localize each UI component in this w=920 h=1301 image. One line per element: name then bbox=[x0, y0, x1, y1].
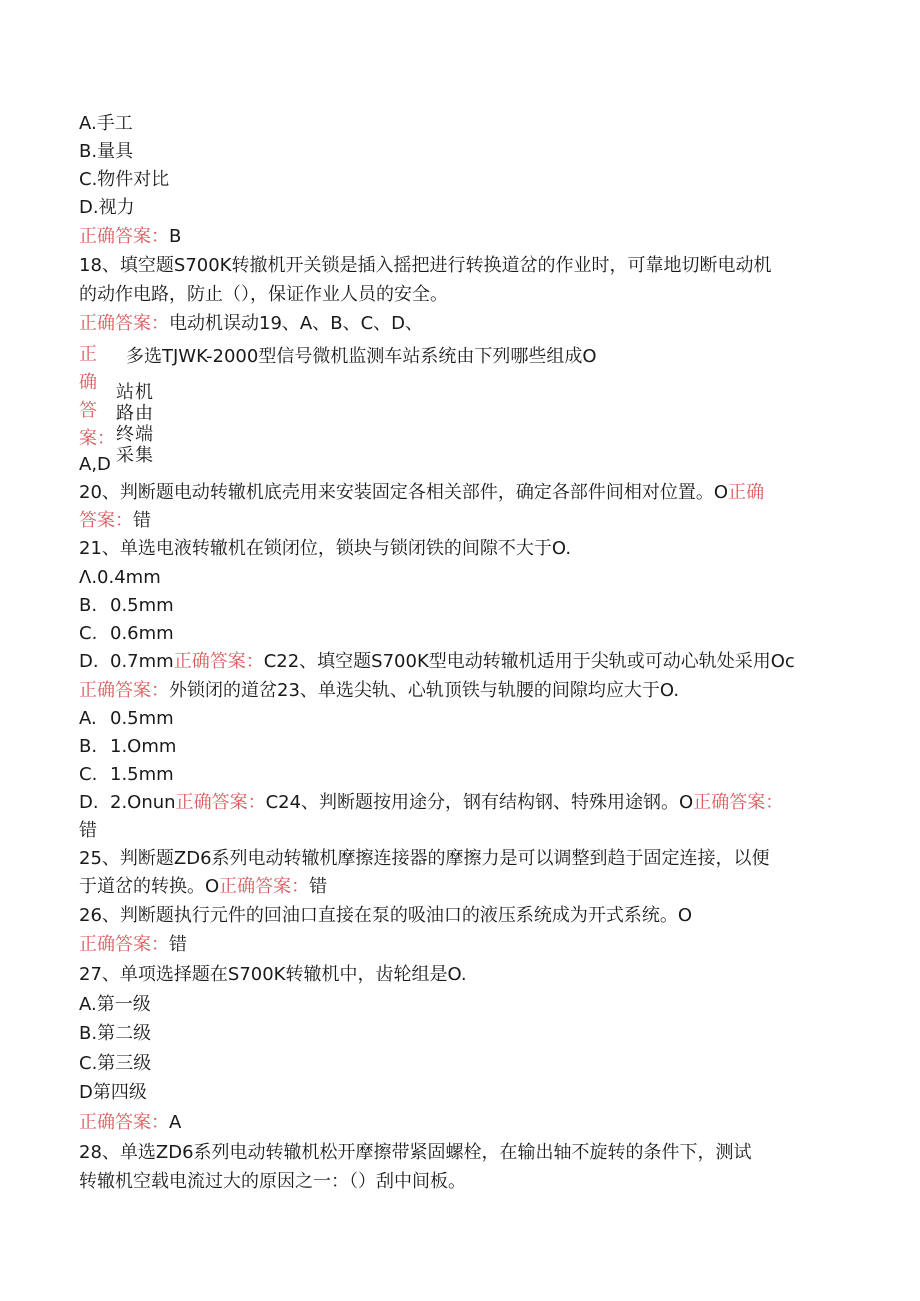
answer-label: 正确答案： bbox=[79, 226, 169, 247]
option-key: D. bbox=[79, 651, 99, 672]
question-text: 转辙机空载电流过大的原因之一：（）刮中间板。 bbox=[79, 1171, 466, 1192]
option-item: 站机 bbox=[116, 382, 154, 403]
answer-value: B bbox=[169, 226, 182, 247]
option-value: 2.Onun bbox=[110, 792, 176, 813]
answer-label: 正确答案： bbox=[173, 651, 264, 672]
answer-label: 正确答案： bbox=[219, 876, 310, 897]
answer-line bbox=[79, 509, 151, 533]
option-b: B.量具 bbox=[79, 141, 134, 162]
answer-value: 外锁闭的道岔23、单选尖轨、心轨顶铁与轨腰的间隙均应大于O. bbox=[169, 680, 680, 701]
option-a: Λ.0.4mm bbox=[79, 567, 161, 588]
option-d: D第四级 bbox=[79, 1082, 147, 1103]
answer-label: 正确答案： bbox=[79, 1112, 169, 1133]
question-text: 27、单项选择题在S700K转辙机中，齿轮组是O. bbox=[79, 964, 467, 985]
option-item: 采集 bbox=[116, 445, 154, 466]
vertical-char: 答 bbox=[79, 400, 97, 421]
vertical-answer-label bbox=[79, 341, 115, 453]
option-value: 0.5mm bbox=[110, 595, 174, 616]
answer-value: 错 bbox=[169, 934, 187, 955]
answer-label: 答案： bbox=[79, 510, 133, 531]
answer-label: 正确答案： bbox=[79, 934, 169, 955]
question-stem: 于道岔的转换。O bbox=[79, 876, 220, 897]
question-text: 25、判断题ZD6系列电动转辙机摩擦连接器的摩擦力是可以调整到趋于固定连接，以便 bbox=[79, 848, 770, 869]
option-key: D. bbox=[79, 792, 99, 813]
question-text: 26、判断题执行元件的回油口直接在泵的吸油口的液压系统成为开式系统。O bbox=[79, 905, 693, 926]
option-key: C. bbox=[79, 764, 98, 785]
option-value: 1.5mm bbox=[110, 764, 174, 785]
option-value: 0.7mm bbox=[110, 651, 174, 672]
answer-line bbox=[79, 933, 187, 957]
option-key: B. bbox=[79, 736, 98, 757]
answer-label: 正确答案： bbox=[79, 680, 169, 701]
question-text: 28、单选ZD6系列电动转辙机松开摩擦带紧固螺栓，在输出轴不旋转的条件下，测试 bbox=[79, 1142, 752, 1163]
answer-value: 错 bbox=[133, 510, 151, 531]
vertical-char: 正 bbox=[79, 344, 97, 365]
option-key: A. bbox=[79, 708, 97, 729]
answer-line bbox=[79, 1111, 181, 1135]
option-c: C.物件对比 bbox=[79, 169, 170, 190]
answer-label: 正确答案： bbox=[693, 792, 784, 813]
answer-label: 正确答案： bbox=[175, 792, 266, 813]
option-key: C. bbox=[79, 623, 98, 644]
option-a bbox=[79, 707, 174, 731]
option-item: 路由 bbox=[116, 403, 154, 424]
question-text bbox=[79, 481, 764, 505]
vertical-char: 案： bbox=[79, 428, 115, 449]
answer-value: 电动机误动19、A、B、C、D、 bbox=[169, 313, 423, 334]
answer-value: A bbox=[169, 1112, 182, 1133]
option-value: 0.5mm bbox=[110, 708, 174, 729]
answer-value: 错 bbox=[309, 876, 328, 897]
answer-label: 正确答案： bbox=[79, 313, 169, 334]
option-a: A.第一级 bbox=[79, 994, 151, 1015]
answer-value: 错 bbox=[79, 820, 97, 841]
option-c bbox=[79, 622, 174, 646]
option-d: D.视力 bbox=[79, 197, 135, 218]
option-b: B.第二级 bbox=[79, 1023, 152, 1044]
question-text: 多选TJWK-2000型信号微机监测车站系统由下列哪些组成O bbox=[126, 346, 597, 367]
answer-value: A,D bbox=[79, 454, 111, 475]
option-d bbox=[79, 650, 795, 674]
question-stem: 20、判断题电动转辙机底壳用来安装固定各相关部件，确定各部件间相对位置。O bbox=[79, 482, 729, 503]
option-key: B. bbox=[79, 595, 98, 616]
option-c: C.第三级 bbox=[79, 1053, 152, 1074]
answer-line bbox=[79, 312, 423, 336]
option-item: 终端 bbox=[116, 424, 154, 445]
option-d bbox=[79, 791, 783, 815]
option-b bbox=[79, 735, 176, 759]
option-c bbox=[79, 763, 174, 787]
option-b bbox=[79, 594, 174, 618]
question-text: 的动作电路，防止（），保证作业人员的安全。 bbox=[79, 284, 448, 305]
option-a: A.手工 bbox=[79, 113, 133, 134]
answer-value: C24、判断题按用途分，钢有结构钢、特殊用途钢。O bbox=[265, 792, 694, 813]
answer-line bbox=[79, 679, 679, 703]
option-value: 0.6mm bbox=[110, 623, 174, 644]
question-text: 21、单选电液转辙机在锁闭位，锁块与锁闭铁的间隙不大于O. bbox=[79, 538, 572, 559]
answer-value: C22、填空题S700K型电动转辙机适用于尖轨或可动心轨处采用Oc bbox=[263, 651, 795, 672]
answer-label: 正确 bbox=[728, 482, 765, 503]
question-text: 18、填空题S700K转撤机开关锁是插入摇把进行转换道岔的作业时，可靠地切断电动机 bbox=[79, 255, 772, 276]
question-text bbox=[79, 875, 327, 899]
option-value: 1.Omm bbox=[110, 736, 177, 757]
vertical-char: 确 bbox=[79, 372, 97, 393]
answer-line bbox=[79, 225, 181, 249]
